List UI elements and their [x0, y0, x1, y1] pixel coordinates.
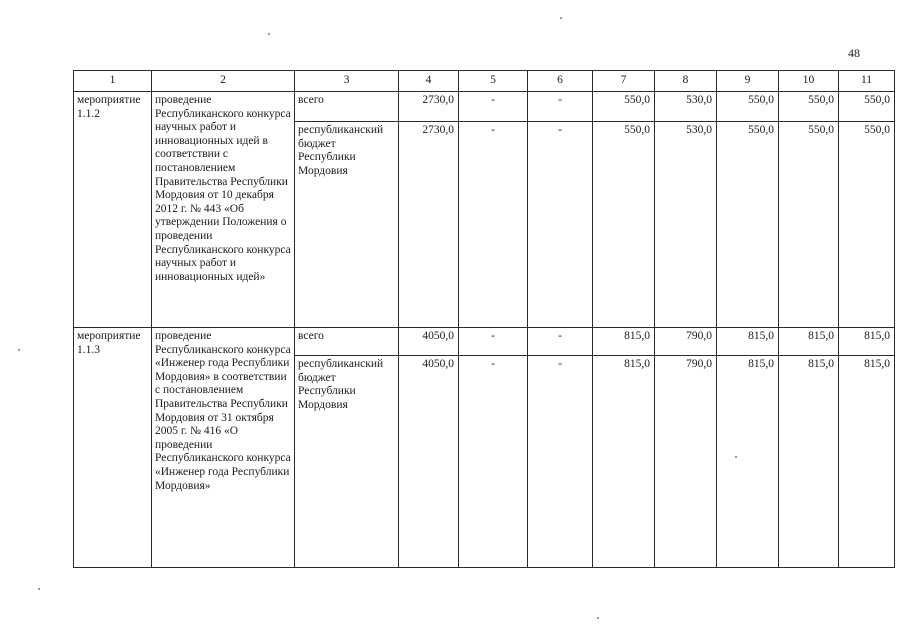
column-number: 6	[528, 71, 593, 92]
table-cell: 550,0	[593, 122, 655, 328]
funding-source: республиканский бюджет Республики Мордовия	[295, 356, 399, 568]
total-amount: 4050,0	[399, 328, 459, 356]
table-cell: 550,0	[717, 92, 779, 122]
scan-speck	[268, 33, 270, 35]
event-code: мероприятие 1.1.2	[74, 92, 152, 328]
table-cell: 815,0	[839, 356, 895, 568]
table-cell: -	[528, 122, 593, 328]
column-number: 7	[593, 71, 655, 92]
funding-source: всего	[295, 92, 399, 122]
table-cell: 530,0	[655, 122, 717, 328]
table-cell: -	[528, 92, 593, 122]
funding-table	[73, 70, 895, 568]
total-amount: 2730,0	[399, 122, 459, 328]
table-cell: 550,0	[717, 122, 779, 328]
table-cell: -	[459, 356, 528, 568]
table-cell: 550,0	[593, 92, 655, 122]
funding-source: всего	[295, 328, 399, 356]
total-amount: 2730,0	[399, 92, 459, 122]
table-cell: 550,0	[779, 92, 839, 122]
table-cell: 815,0	[717, 328, 779, 356]
column-number: 1	[74, 71, 152, 92]
table-cell: 815,0	[593, 328, 655, 356]
column-number: 2	[152, 71, 295, 92]
scan-speck	[560, 17, 562, 19]
scan-speck	[597, 617, 599, 619]
table-cell: -	[459, 328, 528, 356]
table-cell: 550,0	[839, 122, 895, 328]
table-cell: 790,0	[655, 356, 717, 568]
table-cell: 815,0	[839, 328, 895, 356]
table-cell: 815,0	[779, 356, 839, 568]
table-cell: 815,0	[717, 356, 779, 568]
table-cell: 550,0	[839, 92, 895, 122]
column-number: 8	[655, 71, 717, 92]
column-number-row	[74, 71, 895, 92]
column-number: 11	[839, 71, 895, 92]
table-cell: -	[459, 92, 528, 122]
table-cell: -	[528, 328, 593, 356]
table-cell: 815,0	[779, 328, 839, 356]
event-code: мероприятие 1.1.3	[74, 328, 152, 568]
event-description: проведение Республиканского конкурса научных работ и инновационных идей в соответствии с постановлением Правительства Республики Мордовия от 10 декабря 2012 г. № 443 «Об утверждении Положения о проведении Республиканского конкурса научных работ и инновационных идей»	[152, 92, 295, 328]
table-row	[74, 92, 895, 122]
scan-speck	[38, 588, 40, 590]
scan-speck	[18, 349, 20, 351]
table-row	[74, 328, 895, 356]
total-amount: 4050,0	[399, 356, 459, 568]
table-cell: -	[528, 356, 593, 568]
column-number: 4	[399, 71, 459, 92]
scan-speck	[735, 456, 737, 458]
column-number: 10	[779, 71, 839, 92]
column-number: 3	[295, 71, 399, 92]
column-number: 5	[459, 71, 528, 92]
table-cell: 790,0	[655, 328, 717, 356]
table-cell: -	[459, 122, 528, 328]
page-number: 48	[848, 46, 860, 60]
table-cell: 815,0	[593, 356, 655, 568]
funding-source: республиканский бюджет Республики Мордовия	[295, 122, 399, 328]
column-number: 9	[717, 71, 779, 92]
event-description: проведение Республиканского конкурса «Инженер года Республики Мордовия» в соответствии с постановлением Правительства Республики Мордовия от 31 октября 2005 г. № 416 «О проведении Республиканского конкурса «Инженер года Республики Мордовия»	[152, 328, 295, 568]
table-cell: 530,0	[655, 92, 717, 122]
table-cell: 550,0	[779, 122, 839, 328]
